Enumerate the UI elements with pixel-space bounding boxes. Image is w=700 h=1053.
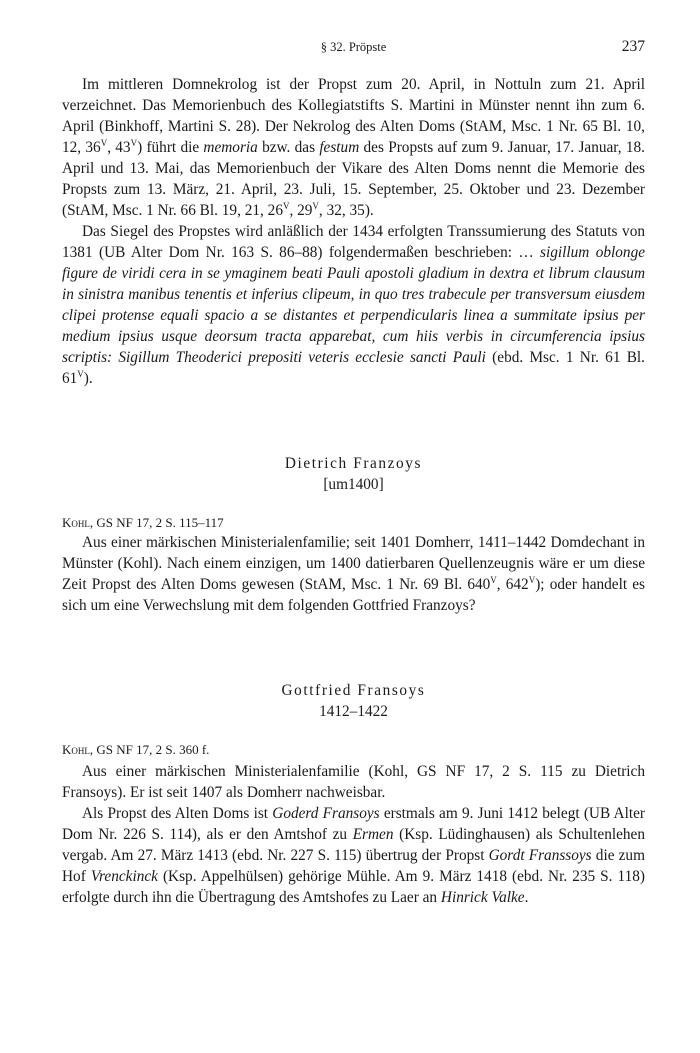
entry-dates: [um1400] bbox=[323, 476, 384, 493]
ref-rest: , GS NF 17, 2 S. 115–117 bbox=[89, 515, 224, 530]
entry-body-gottfried bbox=[62, 761, 645, 908]
paragraph-gottfried-provost: Als Propst des Alten Doms ist Goderd Fransoys erstmals am 9. Juni 1412 belegt (UB Alter Dom Nr. 226 S. 114), als er den Amtshof zu Ermen (Ksp. Lüdinghausen) als Schultenlehen vergab. Am 27. März 1413 (ebd. Nr. 227 S. 115) übertrug der Propst Gordt Franssoys die zum Hof Vrenckinck (Ksp. Appelhülsen) gehörige Mühle. Am 9. März 1418 (ebd. Nr. 235 S. 118) erfolgte durch ihn die Übertragung des Amtshofes zu Laer an Hinrick Valke. bbox=[62, 805, 645, 906]
running-head: § 32. Pröpste bbox=[320, 40, 387, 54]
entry-heading-dietrich bbox=[62, 453, 645, 495]
ref-author: Kohl bbox=[62, 742, 90, 757]
paragraph-dietrich: Aus einer märkischen Ministerialenfamilie; seit 1401 Domherr, 1411–1442 Domdechant in Münster (Kohl). Nach einem einzigen, um 1400 datierbaren Quellenzeugnis wäre er um diese Zeit Propst des Alten Doms gewesen (StAM, Msc. 1 Nr. 69 Bl. $640^V$, $642^V$); oder handelt es sich um eine Verwechslung mit dem folgenden Gottfried Franzoys? bbox=[62, 534, 645, 614]
entry-reference bbox=[62, 514, 224, 532]
ref-rest: , GS NF 17, 2 S. 360 f. bbox=[89, 742, 210, 757]
entry-name: Dietrich Franzoys bbox=[284, 455, 423, 472]
page-header bbox=[62, 38, 645, 58]
paragraph-seal: Das Siegel des Propstes wird anläßlich der 1434 erfolgten Transsumierung des Statuts von 1381 (UB Alter Dom Nr. 163 S. 86–88) folgendermaßen beschrieben: … sigillum oblonge figure de viridi cera in se ymaginem beati Pauli apostoli gladium in dextra et librum clausum in sinistra manibus tenentis et inferius clipeum, in quo tres trabecule per transversum eiusdem clipei protense equali spacio a se distantes et perpendicularis linea a summitate ipsius per medium ipsius usque deorsum tracta apparebat, cum hiis verbis in circumferencia ipsius scriptis: Sigillum Theoderici prepositi veteris ecclesie sancti Pauli (ebd. Msc. 1 Nr. 61 Bl. $61^V$). bbox=[62, 223, 646, 387]
entry-dates: 1412–1422 bbox=[319, 703, 388, 720]
entry-name: Gottfried Fransoys bbox=[281, 682, 426, 699]
ref-author: Kohl bbox=[62, 515, 90, 530]
entry-reference bbox=[62, 741, 209, 759]
seal-latin-quote: sigillum oblonge figure de viridi cera in se ymaginem beati Pauli apostoli gladium in dextra et librum clausum in sinistra manibus tenentis et inferius clipeum, in quo tres trabecule per transversum eiusdem clipei protense equali spacio a se distantes et perpendicularis linea a summitate ipsius per medium ipsius usque deorsum tracta apparebat, cum hiis verbis in circumferencia ipsius scriptis: Sigillum Theoderici prepositi veteris ecclesie sancti Pauli bbox=[62, 244, 646, 366]
entry-heading-gottfried bbox=[62, 680, 645, 722]
paragraph-necrology: Im mittleren Domnekrolog ist der Propst zum 20. April, in Nottuln zum 21. April verzeichnet. Das Memorienbuch des Kollegiatstifts S. Martini in Münster nennt ihn zum 6. April (Binkhoff, Martini S. 28). Der Nekrolog des Alten Doms (StAM, Msc. 1 Nr. 65 Bl. 10, 12, $36^V$, $43^V$) führt die memoria bzw. das festum des Propsts auf zum 9. Januar, 17. Januar, 18. April und 13. Mai, das Memorienbuch der Vikare des Alten Doms nennt die Memorie des Propsts zum 13. März, 21. April, 23. Juli, 15. September, 25. Oktober und 23. Dezember (StAM, Msc. 1 Nr. 66 Bl. 19, 21, $26^V$, $29^V$, 32, 35). bbox=[62, 76, 645, 219]
paragraph-gottfried-family: Aus einer märkischen Ministerialenfamilie (Kohl, GS NF 17, 2 S. 115 zu Dietrich Fransoys). Er ist seit 1407 als Domherr nachweisbar. bbox=[62, 763, 645, 801]
page-number: 237 bbox=[621, 38, 645, 55]
seal-intro: Das Siegel des Propstes wird anläßlich der 1434 erfolgten Transsumierung des Statuts von 1381 (UB Alter Dom Nr. 163 S. 86–88) folgendermaßen beschrieben: … bbox=[62, 223, 645, 261]
entry-body-dietrich bbox=[62, 532, 645, 616]
section-memoria bbox=[62, 74, 645, 389]
